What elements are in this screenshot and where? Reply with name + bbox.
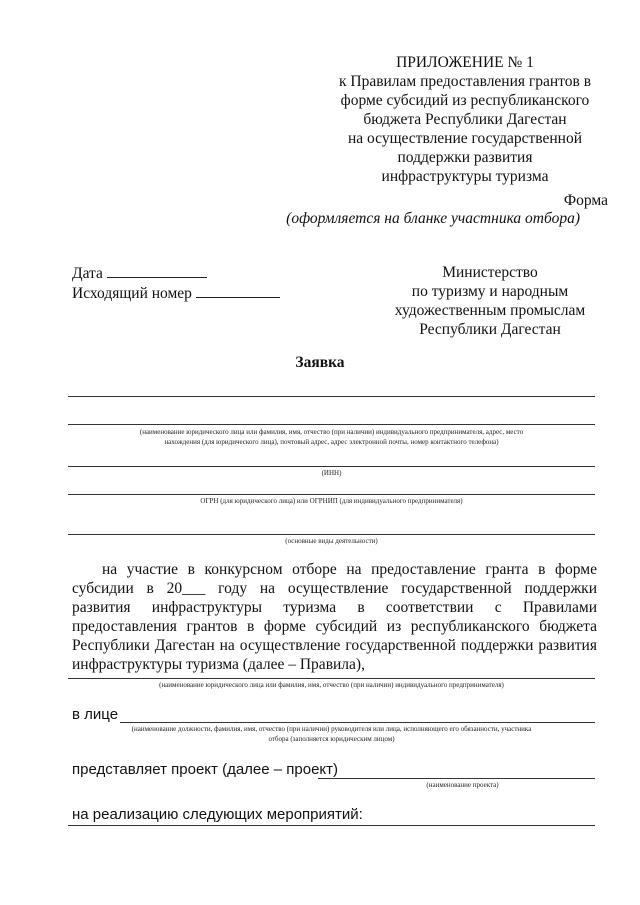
representative-caption	[68, 724, 595, 744]
implementation-label: на реализацию следующих мероприятий:	[72, 806, 363, 823]
date-block	[72, 263, 280, 303]
applicant-line-2[interactable]	[68, 424, 595, 425]
representative-caption-line: отбора (заполняется юридическим лицом)	[268, 735, 395, 743]
representative-line[interactable]	[120, 722, 595, 723]
applicant-caption-line: (наименование юридического лица или фамилия, имя, отчество (при наличии) индивидуального предпринимателя, адрес, место	[139, 428, 524, 436]
in-person-label: в лице	[72, 706, 119, 723]
project-caption: (наименование проекта)	[426, 781, 499, 789]
ministry-line: Министерство	[442, 264, 538, 281]
appendix-line: бюджета Республики Дагестан	[363, 111, 567, 128]
date-label: Дата	[72, 265, 103, 282]
applicant-caption	[68, 427, 595, 447]
activities-caption: (основные виды деятельности)	[285, 537, 378, 545]
ministry-line: по туризму и народным	[411, 283, 569, 300]
form-label: Форма	[563, 192, 608, 209]
inn-caption: (ИНН)	[321, 469, 342, 477]
body-paragraph: на участие в конкурсном отборе на предоставление гранта в форме субсидии в 20___ году на осуществление государственной поддержки развития инфраструктуры туризма в соответствии с Правилами предоставления грантов в форме субсидий из республиканского бюджета Республики Дагестан на осуществление государственной поддержки развития инфраструктуры туризма (далее – Правила),	[72, 561, 597, 673]
appendix-title: ПРИЛОЖЕНИЕ № 1	[396, 54, 534, 71]
appendix-line: к Правилам предоставления грантов в	[338, 73, 592, 90]
ogrn-line[interactable]	[68, 494, 595, 495]
document-title: Заявка	[295, 354, 345, 371]
representative-caption-line: (наименование должности, фамилия, имя, отчество (при наличии) руководителя или лица, исполняющего его обязанности, участника	[131, 725, 532, 733]
ogrn-caption: ОГРН (для юридического лица) или ОГРНИП (для индивидуального предпринимателя)	[200, 497, 463, 505]
outgoing-number-field[interactable]	[196, 283, 280, 298]
form-note: (оформляется на бланке участника отбора)	[286, 210, 580, 227]
ministry-line: художественным промыслам	[394, 302, 586, 319]
appendix-line: поддержки развития	[397, 149, 533, 166]
name-person-line[interactable]	[68, 678, 595, 679]
outgoing-row	[72, 283, 280, 303]
ministry-line: Республики Дагестан	[419, 321, 561, 338]
presents-label: представляет проект (далее – проект)	[72, 761, 339, 778]
activities-line[interactable]	[68, 534, 595, 535]
appendix-line: на осуществление государственной	[347, 130, 582, 147]
ministry-block	[365, 263, 615, 339]
appendix-line: форме субсидий из республиканского	[340, 92, 590, 109]
date-row	[72, 263, 280, 283]
project-line[interactable]	[318, 778, 595, 779]
applicant-line-1[interactable]	[68, 396, 595, 397]
outgoing-label: Исходящий номер	[72, 285, 192, 302]
appendix-line: инфраструктуры туризма	[381, 168, 549, 185]
appendix-block	[320, 53, 610, 186]
applicant-caption-line: нахождения (для юридического лица), почтовый адрес, адрес электронной почты, номер контактного телефона)	[164, 438, 499, 446]
date-field[interactable]	[107, 263, 207, 278]
inn-line[interactable]	[68, 466, 595, 467]
implementation-line[interactable]	[68, 825, 595, 826]
name-person-caption: (наименование юридического лица или фамилия, имя, отчество (при наличии) индивидуального предпринимателя)	[159, 681, 504, 689]
